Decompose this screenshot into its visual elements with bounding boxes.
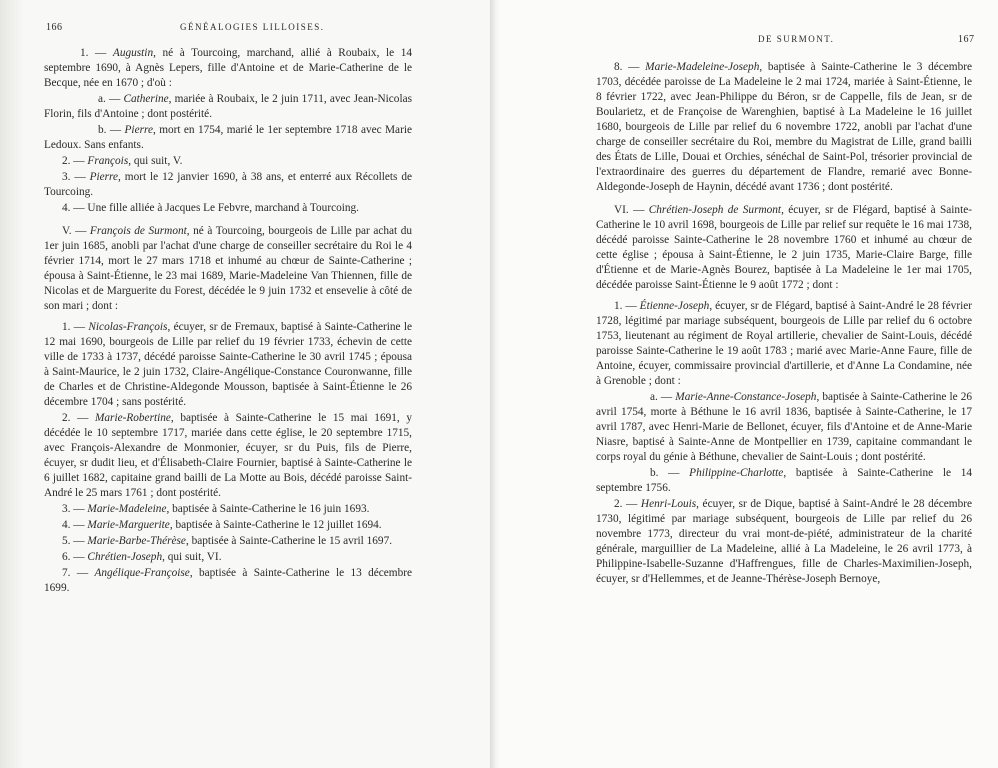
- paragraph: b. — Philippine-Charlotte, baptisée à Sainte-Catherine le 14 septembre 1756.: [596, 467, 972, 494]
- paragraph: 8. — Marie-Madeleine-Joseph, baptisée à Sainte-Catherine le 3 décembre 1703, décédée paroisse de La Madeleine le 2 mai 1724, mariée à Saint-Étienne, le 8 février 1722, avec Jean-Philippe du Béron, sr de Cappelle, fils de Jean, sr de Boularietz, et de Françoise de Warenghien, baptisé à La Madeleine le 16 juillet 1680, bourgeois de Lille par relief du 6 novembre 1722, anobli par l'achat d'une charge de conseiller secrétaire du Roi, membre du Magistrat de Lille, grand bailli des États de Lille, Douai et Orchies, sénéchal de Saint-Pol, trésorier provincial de l'extraordinaire des guerres du département de Flandre, remarié avec Bonne-Aldegonde-Joseph de Haynin, décédé avant 1736 ; dont postérité.: [596, 61, 972, 193]
- paragraph: 7. — Angélique-Françoise, baptisée à Sainte-Catherine le 13 décembre 1699.: [44, 567, 412, 594]
- right-body-text: [596, 60, 972, 588]
- page-edge-shadow: [0, 0, 24, 768]
- paragraph: 4. — Marie-Marguerite, baptisée à Sainte-Catherine le 12 juillet 1694.: [62, 519, 382, 531]
- running-head: DE SURMONT.: [758, 34, 835, 44]
- paragraph: V. — François de Surmont, né à Tourcoing, bourgeois de Lille par achat du 1er juin 1685, anobli par l'achat d'une charge de conseiller secrétaire du Roi le 4 février 1714, mort le 27 mars 1718 et inhumé au chœur de Sainte-Catherine ; épousa à Saint-Étienne, le 23 mai 1689, Marie-Madeleine Van Thiennen, fille de Nicolas et de Marguerite du Forest, décédée le 9 juin 1732 et ensevelie à côté de son mari ; dont :: [44, 225, 412, 312]
- paragraph: 2. — Marie-Robertine, baptisée à Sainte-Catherine le 15 mai 1691, y décédée le 10 septembre 1717, mariée dans cette église, le 20 septembre 1715, avec François-Alexandre de Monmonier, écuyer, sr du Puis, fils de Pierre, écuyer, sr dudit lieu, et d'Élisabeth-Claire Fournier, baptisé à Sainte-Catherine le 6 juillet 1682, capitaine grand bailli de La Motte au Bois, décédé paroisse Saint-André le 25 mars 1761 ; dont postérité.: [44, 412, 412, 499]
- paragraph: 4. — Une fille alliée à Jacques Le Febvre, marchand à Tourcoing.: [62, 202, 360, 214]
- left-body-text: [44, 46, 412, 597]
- right-page: [500, 0, 998, 768]
- paragraph: a. — Catherine, mariée à Roubaix, le 2 juin 1711, avec Jean-Nicolas Florin, fils d'Antoine ; dont postérité.: [44, 93, 413, 120]
- paragraph: b. — Pierre, mort en 1754, marié le 1er septembre 1718 avec Marie Ledoux. Sans enfants.: [44, 124, 412, 151]
- paragraph: 5. — Marie-Barbe-Thérèse, baptisée à Sainte-Catherine le 15 avril 1697.: [62, 535, 393, 547]
- paragraph: 1. — Augustin, né à Tourcoing, marchand, allié à Roubaix, le 14 septembre 1690, à Agnès Lepers, fille d'Antoine et de Marie-Catherine de le Becque, née en 1670 ; d'où :: [44, 47, 412, 89]
- book-gutter: [490, 0, 500, 768]
- page-number: 167: [958, 34, 975, 45]
- paragraph: 2. — Henri-Louis, écuyer, sr de Dique, baptisé à Saint-André le 28 décembre 1730, légitimé par mariage subséquent, bourgeois de Lille par relief du 26 novembre 1773, directeur du vrai mont-de-piété, administrateur de la charité générale, marguillier de La Madeleine, allié à La Madeleine, le 26 avril 1773, à Philippine-Isabelle-Suzanne d'Haffrengues, fille de Charles-Maximilien-Joseph, écuyer, sr d'Hellemmes, et de Jeanne-Thérèse-Joseph Bernoye,: [596, 498, 973, 585]
- paragraph: 6. — Chrétien-Joseph, qui suit, VI.: [62, 551, 222, 563]
- paragraph: 3. — Marie-Madeleine, baptisée à Sainte-Catherine le 16 juin 1693.: [62, 503, 370, 515]
- paragraph: VI. — Chrétien-Joseph de Surmont, écuyer, sr de Flégard, baptisé à Sainte-Catherine le 10 avril 1698, bourgeois de Lille par relief sur requête le 16 mai 1738, décédé paroisse Sainte-Catherine le 28 novembre 1760 et inhumé au chœur de cette église ; épousa à Saint-Étienne, le 2 juin 1735, Marie-Claire Barge, fille d'Étienne et de Marie-Agnès Bourez, baptisée à La Madeleine le 1er mai 1705, décédée paroisse Saint-Étienne le 9 août 1772 ; dont :: [596, 204, 972, 291]
- paragraph: 1. — Étienne-Joseph, écuyer, sr de Flégard, baptisé à Saint-André le 28 février 1728, légitimé par mariage subséquent, bourgeois de Lille par relief du 6 octobre 1753, lieutenant au régiment de Royal artillerie, chevalier de Saint-Louis, décédé paroisse Sainte-Catherine le 19 août 1783 ; marié avec Marie-Anne Faure, fille de Antoine, écuyer, commissaire provincial d'artillerie, et d'Anne La Condamine, née à Grenoble ; dont :: [596, 300, 972, 387]
- paragraph: 2. — François, qui suit, V.: [62, 155, 183, 167]
- left-page: [0, 0, 490, 768]
- paragraph: 1. — Nicolas-François, écuyer, sr de Fremaux, baptisé à Sainte-Catherine le 12 mai 1690, bourgeois de Lille par relief du 19 février 1733, échevin de cette ville de 1733 à 1737, décédé paroisse Sainte-Catherine le 30 avril 1745 ; épousa à Saint-Maurice, le 2 juin 1732, Claire-Angélique-Constance Couronwanne, fille de Charles et de Christine-Aldegonde Mousson, baptisée à Saint-Étienne le 26 décembre 1704 ; sans postérité.: [44, 321, 412, 408]
- running-head: GÉNÉALOGIES LILLOISES.: [180, 22, 325, 32]
- paragraph: a. — Marie-Anne-Constance-Joseph, baptisée à Sainte-Catherine le 26 avril 1754, morte à Béthune le 16 avril 1836, baptisée à Sainte-Catherine, le 17 avril 1787, avec Henri-Marie de Bellonet, écuyer, fils d'Antoine et de Anne-Marie Niasre, baptisé à Sainte-Anne de Montpellier en 1739, capitaine commandant le corps royal du génie à Béthune, chevalier de Saint-Louis ; dont postérité.: [596, 391, 972, 463]
- page-number: 166: [46, 22, 63, 33]
- paragraph: 3. — Pierre, mort le 12 janvier 1690, à 38 ans, et enterré aux Récollets de Tourcoing.: [44, 171, 412, 198]
